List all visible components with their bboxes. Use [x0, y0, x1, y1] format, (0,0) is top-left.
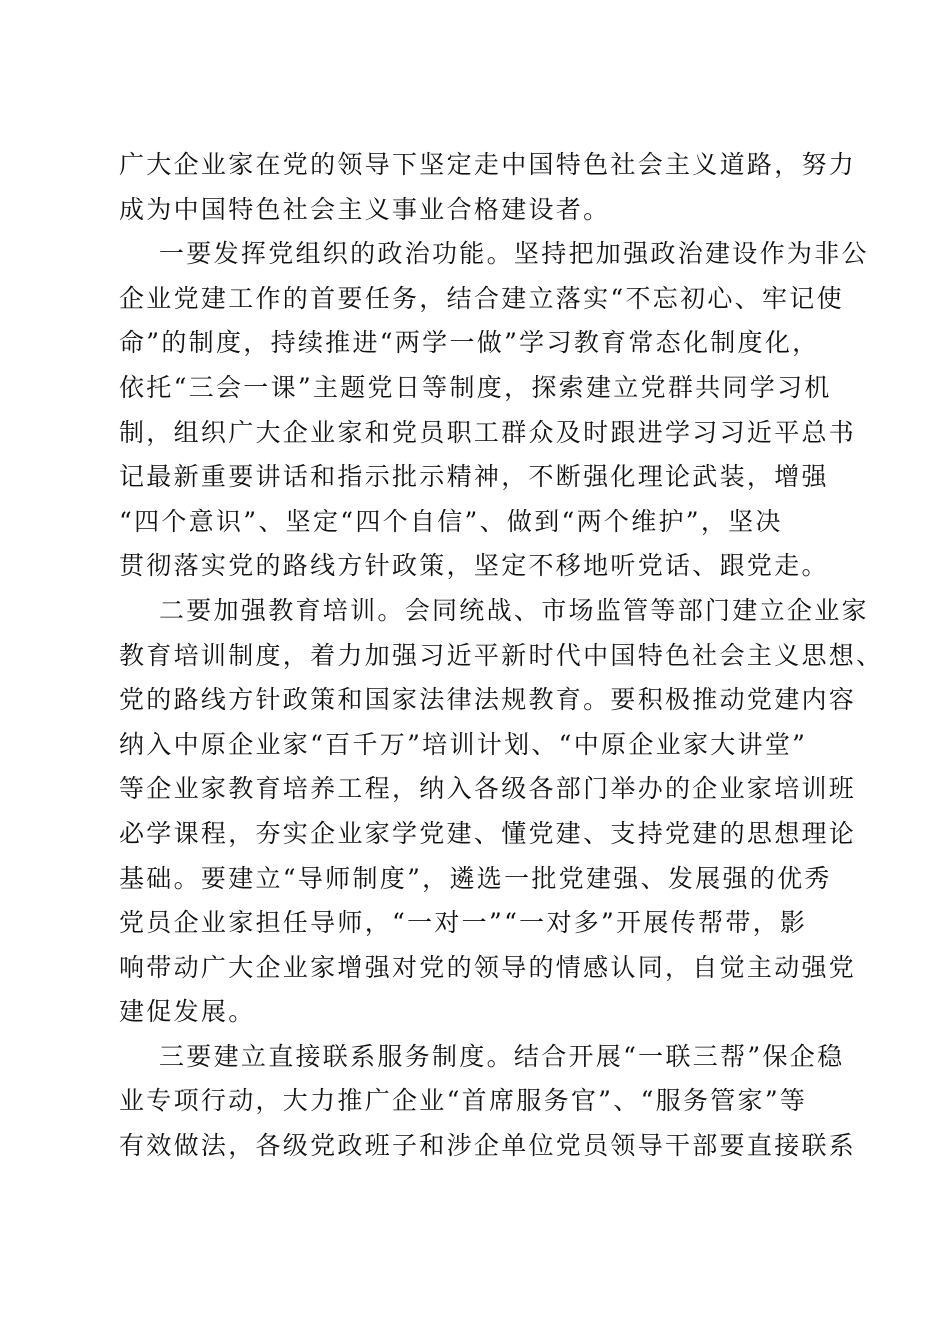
text-line: 贯彻落实党的路线方针政策，坚定不移地听党话、跟党走。 [119, 551, 829, 581]
text-line: 基础。要建立“导师制度”，遴选一批党建强、发展强的优秀 [119, 863, 832, 893]
document-body [119, 143, 884, 1169]
text-line: 二要加强教育培训。会同统战、市场监管等部门建立企业家 [159, 595, 869, 625]
text-line: 一要发挥党组织的政治功能。坚持把加强政治建设作为非公 [159, 239, 869, 269]
paragraph-2 [119, 232, 869, 589]
text-line: 三要建立直接联系服务制度。结合开展“一联三帮”保企稳 [159, 1041, 845, 1071]
text-line: 响带动广大企业家增强对党的领导的情感认同，自觉主动强党 [119, 952, 857, 982]
text-line: 党员企业家担任导师，“一对一”“一对多”开展传帮带，影 [119, 908, 808, 938]
text-line: 命”的制度，持续推进“两学一做”学习教育常态化制度化， [119, 328, 820, 358]
text-line: 等企业家教育培养工程，纳入各级各部门举办的企业家培训班 [119, 774, 857, 804]
text-line: 党的路线方针政策和国家法律法规教育。要积极推动党建内容 [119, 685, 857, 715]
text-line: 必学课程，夯实企业家学党建、懂党建、支持党建的思想理论 [119, 818, 857, 848]
text-line: 成为中国特色社会主义事业合格建设者。 [119, 194, 611, 224]
text-line: “四个意识”、坚定“四个自信”、做到“两个维护”，坚决 [119, 506, 783, 536]
text-line: 广大企业家在党的领导下坚定走中国特色社会主义道路，努力 [119, 150, 857, 179]
text-line: 教育培训制度，着力加强习近平新时代中国特色社会主义思想、 [119, 640, 884, 670]
text-line: 记最新重要讲话和指示批示精神，不断强化理论武装，增强 [119, 462, 829, 492]
text-line: 依托“三会一课”主题党日等制度，探索建立党群共同学习机 [119, 372, 832, 402]
text-line: 企业党建工作的首要任务，结合建立落实“不忘初心、牢记使 [119, 283, 844, 313]
paragraph-3 [119, 589, 884, 1035]
paragraph-1 [119, 143, 857, 232]
paragraph-4 [119, 1035, 857, 1169]
text-line: 业专项行动，大力推广企业“首席服务官”、“服务管家”等 [119, 1086, 808, 1116]
text-line: 有效做法，各级党政班子和涉企单位党员领导干部要直接联系 [119, 1131, 857, 1161]
text-line: 建促发展。 [119, 997, 256, 1027]
text-line: 纳入中原企业家“百千万”培训计划、“中原企业家大讲堂” [119, 729, 808, 759]
text-line: 制，组织广大企业家和党员职工群众及时跟进学习习近平总书 [119, 417, 857, 447]
